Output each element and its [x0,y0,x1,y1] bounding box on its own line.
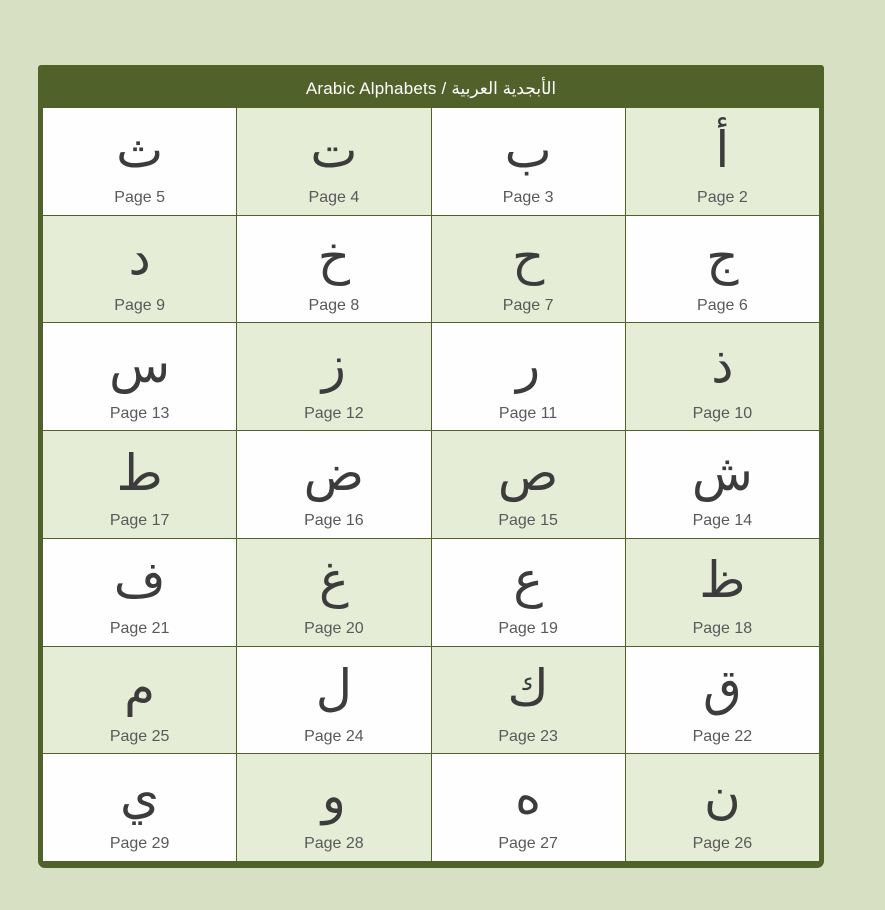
arabic-letter: د [128,228,151,287]
arabic-letter: ح [511,228,545,287]
page-label: Page 9 [114,296,165,314]
page-label: Page 21 [109,619,170,637]
page-label: Page 25 [109,727,170,745]
page-label: Page 5 [114,189,165,207]
letter-cell[interactable] [43,754,236,861]
arabic-letter: ر [516,335,541,394]
page-label: Page 19 [498,619,558,637]
arabic-letter: ش [691,443,753,502]
alphabet-table [38,65,824,868]
letter-cell[interactable] [626,539,819,646]
page-label: Page 15 [498,512,558,530]
page-label: Page 17 [109,512,170,530]
page-label: Page 27 [498,835,558,853]
letter-cell[interactable] [43,431,236,538]
arabic-letter: ف [113,551,166,610]
page-label: Page 3 [502,189,554,207]
page-label: Page 13 [109,404,170,422]
alphabet-grid [43,108,819,861]
page-label: Page 8 [308,296,360,314]
arabic-letter: ه [515,766,542,825]
letter-cell[interactable] [626,754,819,861]
page-label: Page 18 [692,619,753,637]
page-label: Page 7 [502,296,554,314]
page-label: Page 26 [692,835,753,853]
letter-cell[interactable] [43,539,236,646]
page-label: Page 20 [304,619,364,637]
page-label: Page 29 [109,835,170,853]
page-label: Page 22 [692,727,753,745]
arabic-letter: أ [715,120,730,179]
arabic-letter: ي [120,766,160,825]
arabic-letter: ت [310,120,358,179]
letter-cell[interactable] [432,754,625,861]
letter-cell[interactable] [43,323,236,430]
arabic-letter: ج [706,228,739,287]
page-label: Page 12 [304,404,364,422]
page-label: Page 28 [304,835,364,853]
letter-cell[interactable] [43,216,236,323]
page-label: Page 16 [304,512,364,530]
arabic-letter: ط [116,443,163,502]
letter-cell[interactable] [432,647,625,754]
arabic-letter: ز [321,335,346,394]
arabic-letter: ذ [711,335,734,394]
letter-cell[interactable] [43,647,236,754]
arabic-letter: ع [513,551,544,610]
letter-cell[interactable] [626,647,819,754]
letter-cell[interactable] [626,431,819,538]
arabic-letter: و [321,766,346,825]
arabic-letter: ل [315,659,353,718]
letter-cell[interactable] [237,323,430,430]
arabic-letter: ث [116,120,164,179]
page-label: Page 14 [692,512,753,530]
page-label: Page 4 [308,189,360,207]
page-label: Page 23 [498,727,558,745]
arabic-letter: ن [704,766,741,825]
page-label: Page 11 [498,404,558,422]
letter-cell[interactable] [626,216,819,323]
arabic-letter: ك [507,659,549,718]
letter-cell[interactable] [626,108,819,215]
arabic-letter: ظ [699,551,746,610]
page-label: Page 10 [692,404,753,422]
table-title-bar [43,70,819,108]
page-label: Page 2 [697,189,748,207]
page-label: Page 6 [697,296,748,314]
arabic-letter: ق [702,659,742,718]
arabic-letter: غ [318,551,349,610]
arabic-letter: م [124,659,156,718]
arabic-letter: ض [303,443,365,502]
letter-cell[interactable] [626,323,819,430]
letter-cell[interactable] [237,539,430,646]
letter-cell[interactable] [432,431,625,538]
letter-cell[interactable] [43,108,236,215]
arabic-letter: ب [504,120,552,179]
letter-cell[interactable] [432,108,625,215]
arabic-letter: س [109,335,171,394]
letter-cell[interactable] [237,216,430,323]
letter-cell[interactable] [237,647,430,754]
arabic-letter: ص [497,443,559,502]
page-label: Page 24 [304,727,364,745]
table-title: Arabic Alphabets / الأبجدية العربية [305,79,557,98]
letter-cell[interactable] [237,431,430,538]
letter-cell[interactable] [432,539,625,646]
arabic-letter: خ [317,228,351,287]
letter-cell[interactable] [432,216,625,323]
letter-cell[interactable] [237,108,430,215]
letter-cell[interactable] [237,754,430,861]
letter-cell[interactable] [432,323,625,430]
